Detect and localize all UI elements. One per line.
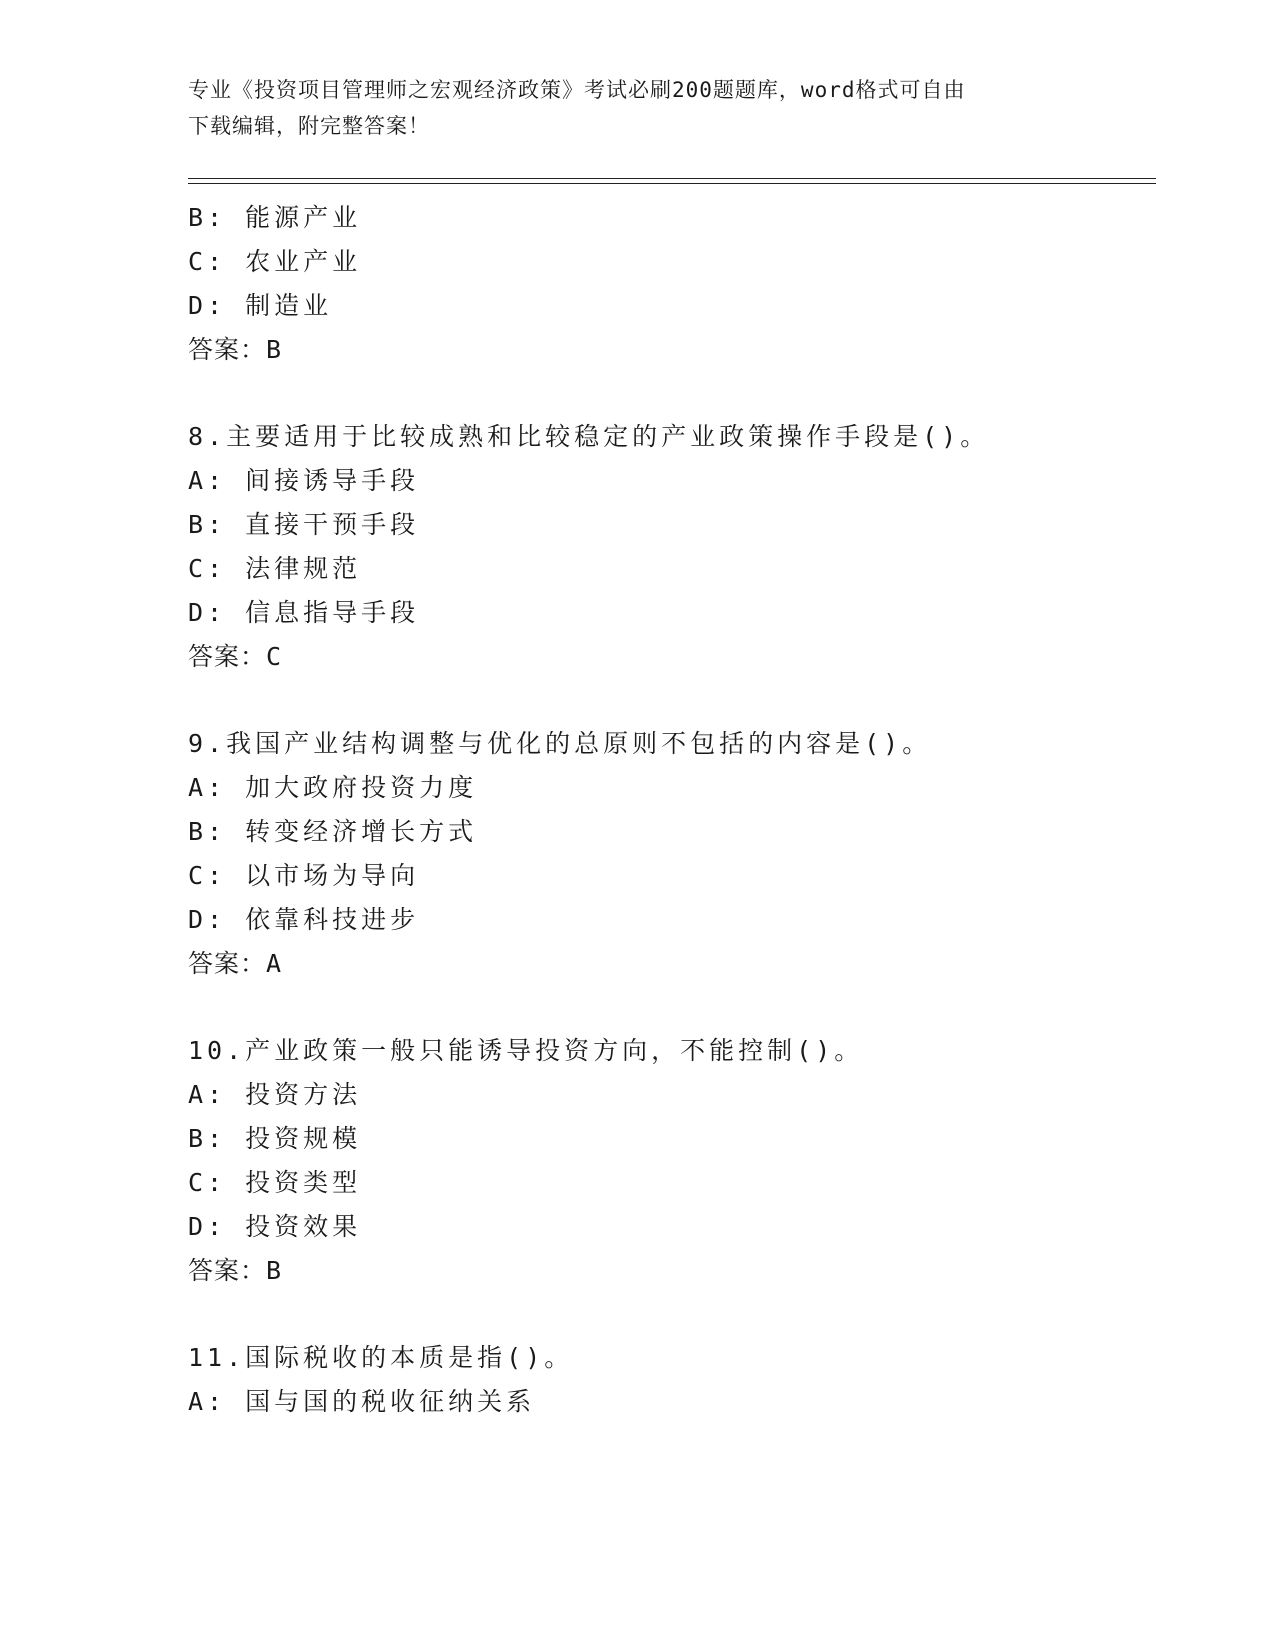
q10-question: 10.产业政策一般只能诱导投资方向，不能控制()。 (188, 1036, 864, 1065)
q10-answer: 答案：B (188, 1256, 283, 1285)
header-line-1: 专业《投资项目管理师之宏观经济政策》考试必刷200题题库，word格式可自由 (188, 78, 966, 102)
q8-option-d: D: 信息指导手段 (188, 598, 420, 627)
q9-question: 9.我国产业结构调整与优化的总原则不包括的内容是()。 (188, 729, 932, 758)
q8-option-c: C: 法律规范 (188, 554, 362, 583)
q10-option-a: A: 投资方法 (188, 1080, 362, 1109)
header-line-2: 下载编辑，附完整答案！ (188, 114, 430, 138)
header-divider-bottom (188, 183, 1156, 184)
q9-option-b: B: 转变经济增长方式 (188, 817, 478, 846)
q10-option-b: B: 投资规模 (188, 1124, 362, 1153)
q7-option-c: C: 农业产业 (188, 247, 362, 276)
q9-option-a: A: 加大政府投资力度 (188, 773, 478, 802)
q7-answer: 答案：B (188, 335, 283, 364)
q8-question: 8.主要适用于比较成熟和比较稳定的产业政策操作手段是()。 (188, 422, 990, 451)
q7-option-b: B: 能源产业 (188, 203, 362, 232)
q8-option-a: A: 间接诱导手段 (188, 466, 420, 495)
q10-option-c: C: 投资类型 (188, 1168, 362, 1197)
q11-option-a: A: 国与国的税收征纳关系 (188, 1387, 536, 1416)
q7-option-d: D: 制造业 (188, 291, 333, 320)
q10-option-d: D: 投资效果 (188, 1212, 362, 1241)
q9-answer: 答案：A (188, 949, 283, 978)
q9-option-c: C: 以市场为导向 (188, 861, 420, 890)
q8-answer: 答案：C (188, 642, 283, 671)
q11-question: 11.国际税收的本质是指()。 (188, 1343, 574, 1372)
q9-option-d: D: 依靠科技进步 (188, 905, 420, 934)
q8-option-b: B: 直接干预手段 (188, 510, 420, 539)
document-header (188, 72, 1088, 144)
header-divider-top (188, 178, 1156, 179)
